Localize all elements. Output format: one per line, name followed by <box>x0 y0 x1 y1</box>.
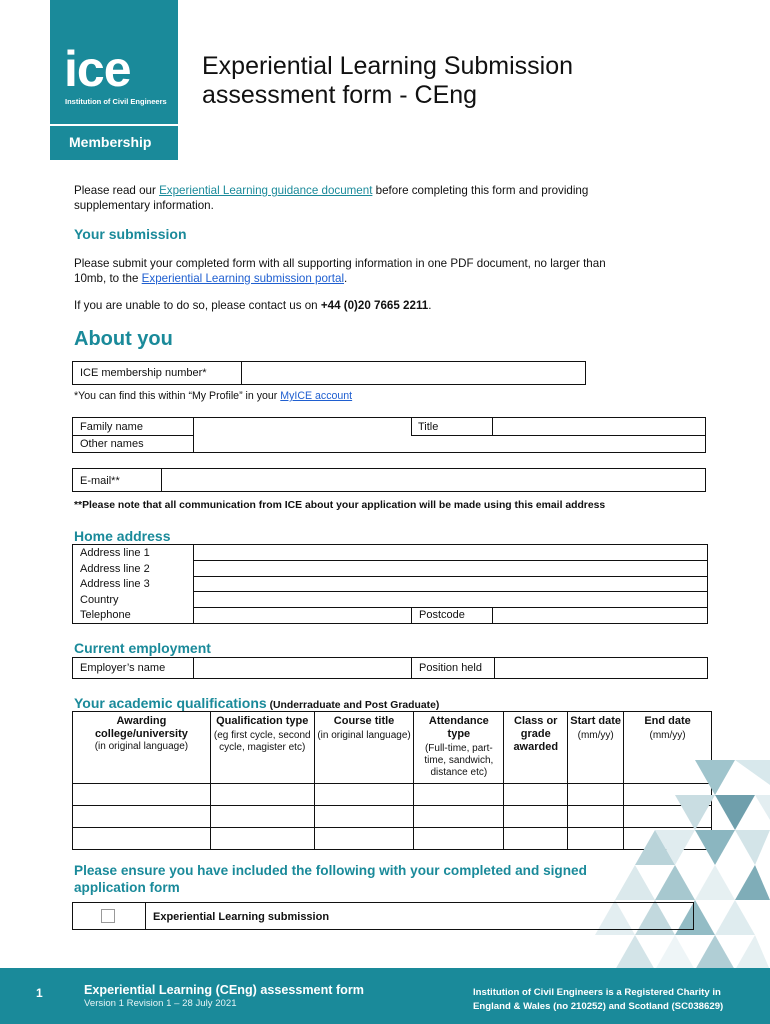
page-footer <box>0 968 770 1024</box>
employment-row <box>72 657 708 679</box>
document-title: Experiential Learning Submission assessment form - CEng <box>202 52 574 109</box>
home-address-heading: Home address <box>74 528 171 544</box>
membership-number-field[interactable] <box>242 362 585 384</box>
membership-note: *You can find this within “My Profile” in your MyICE account <box>74 390 353 402</box>
col-awarding-college: Awarding college/university (in original language) <box>73 712 211 784</box>
myice-account-link[interactable]: MyICE account <box>280 390 353 402</box>
contact-phone: +44 (0)20 7665 2211 <box>320 299 429 312</box>
home-address-table <box>72 544 708 624</box>
submission-paragraph: Please submit your completed form with all supporting information in one PDF document, no larger than 10mb, to the Experiential Learning submission portal. <box>74 257 606 285</box>
your-submission-heading: Your submission <box>74 226 187 242</box>
col-start-date: Start date (mm/yy) <box>568 712 624 784</box>
col-attendance-type: Attendance type (Full-time, part-time, sandwich, distance etc) <box>414 712 504 784</box>
title-field[interactable] <box>493 418 705 435</box>
email-note: **Please note that all communication from ICE about your application will be made using this email address <box>74 500 606 511</box>
col-end-date: End date (mm/yy) <box>624 712 712 784</box>
logo-divider <box>50 124 178 126</box>
ice-logo <box>50 0 178 160</box>
logo-membership-label: Membership <box>69 134 152 150</box>
footer-charity-notice: Institution of Civil Engineers is a Registered Charity in England & Wales (no 210252) and Scotland (SC038629) <box>473 987 724 1012</box>
checklist-row <box>72 902 694 930</box>
postcode-field[interactable] <box>493 608 707 623</box>
logo-institution-text: Institution of Civil Engineers <box>65 97 167 106</box>
telephone-field[interactable] <box>194 608 410 623</box>
address-line-1-field[interactable] <box>194 545 707 560</box>
other-names-label: Other names <box>80 438 144 450</box>
about-you-heading: About you <box>74 328 173 350</box>
employer-name-label: Employer’s name <box>80 662 166 674</box>
country-label: Country <box>80 594 119 606</box>
family-name-label: Family name <box>80 421 143 433</box>
address-line-2-field[interactable] <box>194 561 707 576</box>
address-line-3-field[interactable] <box>194 577 707 591</box>
checklist-heading: Please ensure you have included the following with your completed and signed application form <box>74 863 587 895</box>
footer-version: Version 1 Revision 1 – 28 July 2021 <box>84 998 237 1009</box>
academic-qualifications-heading: Your academic qualifications (Underraduate and Post Graduate) <box>74 695 440 711</box>
position-held-label: Position held <box>419 662 482 674</box>
submission-portal-link[interactable]: Experiential Learning submission portal <box>141 271 345 285</box>
email-field[interactable] <box>162 469 705 491</box>
academic-qualifications-subheading: (Underraduate and Post Graduate) <box>266 700 440 711</box>
col-class-grade: Class or grade awarded <box>504 712 568 784</box>
employer-name-field[interactable] <box>194 658 410 678</box>
title-label: Title <box>418 421 439 433</box>
telephone-label: Telephone <box>80 609 131 621</box>
email-row <box>72 468 706 492</box>
experiential-learning-checkbox[interactable] <box>101 909 115 923</box>
contact-paragraph: If you are unable to do so, please contact us on +44 (0)20 7665 2211. <box>74 299 432 312</box>
intro-paragraph: Please read our Experiential Learning guidance document before completing this form and providing supplementary information. <box>74 184 589 212</box>
postcode-label: Postcode <box>419 609 465 621</box>
guidance-document-link[interactable]: Experiential Learning guidance document <box>159 184 373 197</box>
address-line-2-label: Address line 2 <box>80 563 150 575</box>
name-table <box>72 417 706 453</box>
current-employment-heading: Current employment <box>74 640 211 656</box>
col-course-title: Course title (in original language) <box>314 712 414 784</box>
decorative-triangles <box>560 740 770 980</box>
experiential-learning-checkbox-label: Experiential Learning submission <box>153 911 330 923</box>
col-qualification-type: Qualification type (eg first cycle, second cycle, magister etc) <box>210 712 314 784</box>
position-held-field[interactable] <box>495 658 707 678</box>
address-line-3-label: Address line 3 <box>80 578 150 590</box>
footer-title: Experiential Learning (CEng) assessment form <box>84 983 364 997</box>
family-name-field[interactable] <box>194 418 410 435</box>
membership-number-row <box>72 361 586 385</box>
email-label: E-mail** <box>80 475 120 487</box>
membership-number-label: ICE membership number* <box>80 367 207 379</box>
ice-logo-mark: ice <box>64 41 131 97</box>
page-number: 1 <box>36 986 43 1000</box>
country-field[interactable] <box>194 592 707 607</box>
address-line-1-label: Address line 1 <box>80 547 150 559</box>
other-names-field[interactable] <box>194 436 705 452</box>
